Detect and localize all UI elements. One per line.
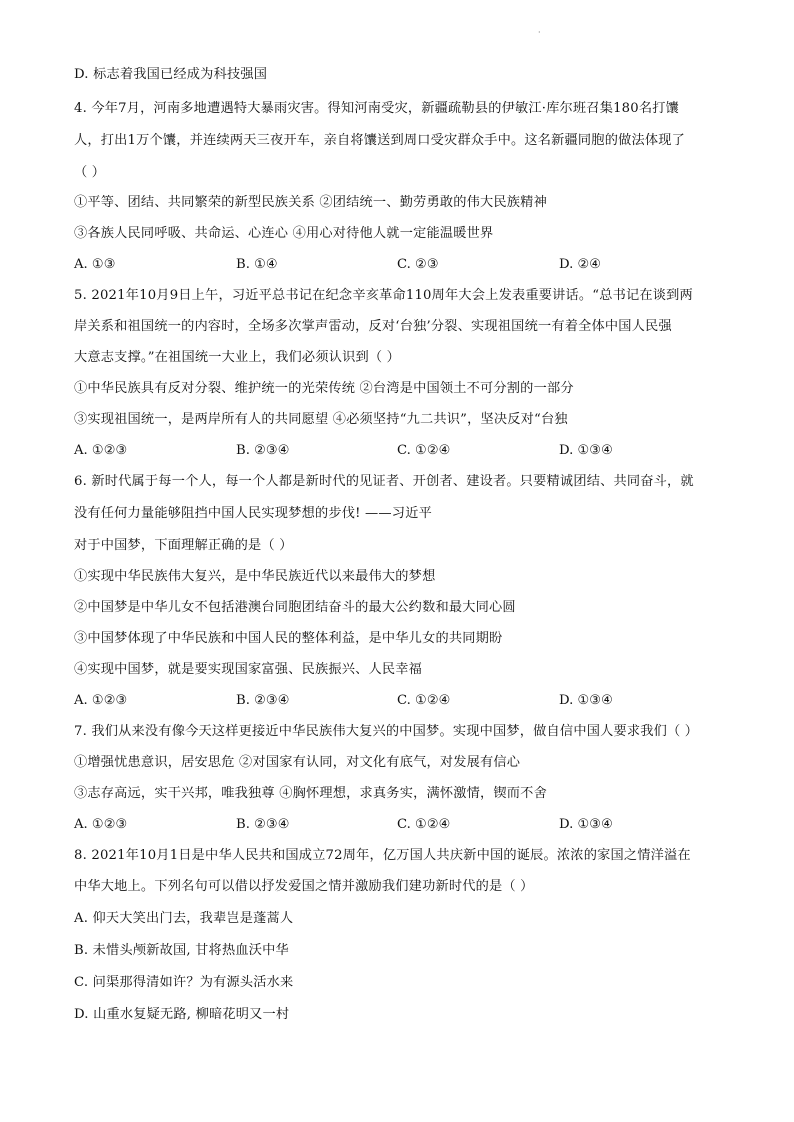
q5-item-1-2: ①中华民族具有反对分裂、维护统一的光荣传统 ②台湾是中国领土不可分割的一部分 [74,381,574,396]
q4-option-b: B. ①④ [236,257,278,272]
q6-option-d: D. ①③④ [559,693,613,708]
q4-option-c: C. ②③ [397,257,439,272]
q8-stem-line-1: 8. 2021年10月1日是中华人民共和国成立72周年，亿万国人共庆新中国的诞辰。浓浓的家国之情洋溢在 [74,848,691,863]
q5-option-c: C. ①②④ [397,443,451,458]
q4-item-1-2: ①平等、团结、共同繁荣的新型民族关系 ②团结统一、勤劳勇敢的伟大民族精神 [74,195,547,210]
q7-item-3-4: ③志存高远，实干兴邦，唯我独尊 ④胸怀理想，求真务实，满怀激情，锲而不舍 [74,786,547,801]
q6-stem-line-1: 6. 新时代属于每一个人，每一个人都是新时代的见证者、开创者、建设者。只要精诚团结、共同奋斗，就 [74,474,694,489]
q5-option-d: D. ①③④ [559,443,613,458]
corner-mark: · [538,28,541,37]
q6-item-2: ②中国梦是中华儿女不包括港澳台同胞团结奋斗的最大公约数和最大同心圆 [74,600,516,615]
q8-option-c: C. 问渠那得清如许？为有源头活水来 [74,975,294,990]
q4-stem-line-3: （ ） [74,165,106,180]
q6-item-1: ①实现中华民族伟大复兴，是中华民族近代以来最伟大的梦想 [74,569,436,584]
q7-item-1-2: ①增强忧患意识，居安思危 ②对国家有认同，对文化有底气，对发展有信心 [74,755,521,770]
q6-item-3: ③中国梦体现了中华民族和中国人民的整体利益，是中华儿女的共同期盼 [74,631,503,646]
q7-option-c: C. ①②④ [397,817,451,832]
q7-stem: 7. 我们从来没有像今天这样更接近中华民族伟大复兴的中国梦。实现中国梦，做自信中国人要求我们（ ） [74,724,699,739]
q7-option-d: D. ①③④ [559,817,613,832]
q4-option-a: A. ①③ [74,257,116,272]
q8-option-d: D. 山重水复疑无路, 柳暗花明又一村 [74,1007,290,1022]
q6-item-4: ④实现中国梦，就是要实现国家富强、民族振兴、人民幸福 [74,662,423,677]
q6-option-c: C. ①②④ [397,693,451,708]
q4-item-3-4: ③各族人民同呼吸、共命运、心连心 ④用心对待他人就一定能温暖世界 [74,226,494,241]
q6-option-a: A. ①②③ [74,693,128,708]
q5-stem-line-1: 5. 2021年10月9日上午，习近平总书记在纪念辛亥革命110周年大会上发表重要讲话。“总书记在谈到两 [74,288,693,303]
q4-stem-line-2: 人，打出1万个馕，并连续两天三夜开车，亲自将馕送到周口受灾群众手中。这名新疆同胞的做法体现了 [74,133,686,148]
q6-stem-line-2: 没有任何力量能够阻挡中国人民实现梦想的步伐! ——习近平 [74,506,432,521]
q4-option-d: D. ②④ [559,257,602,272]
q5-item-3-4: ③实现祖国统一，是两岸所有人的共同愿望 ④必须坚持“九二共识”，坚决反对“台独 [74,412,568,427]
q5-option-a: A. ①②③ [74,443,128,458]
q8-option-b: B. 未惜头颅新故国, 甘将热血沃中华 [74,943,289,958]
q7-option-b: B. ②③④ [236,817,290,832]
q6-stem-line-3: 对于中国梦，下面理解正确的是（ ） [74,538,293,553]
q5-option-b: B. ②③④ [236,443,290,458]
q8-stem-line-2: 中华大地上。下列名句可以借以抒发爱国之情并激励我们建功新时代的是（ ） [74,879,534,894]
q6-option-b: B. ②③④ [236,693,290,708]
q7-option-a: A. ①②③ [74,817,128,832]
q5-stem-line-2: 岸关系和祖国统一的内容时，全场多次掌声雷动，反对‘台独’分裂、实现祖国统一有着全体中国人民强 [74,319,672,334]
q5-stem-line-3: 大意志支撑。”在祖国统一大业上，我们必须认识到（ ） [74,350,401,365]
q8-option-a: A. 仰天大笑出门去，我辈岂是蓬蒿人 [74,911,294,926]
q3-option-d: D. 标志着我国已经成为科技强国 [74,67,268,82]
q4-stem-line-1: 4. 今年7月，河南多地遭遇特大暴雨灾害。得知河南受灾，新疆疏勒县的伊敏江·库尔班召集180名打馕 [74,101,680,116]
